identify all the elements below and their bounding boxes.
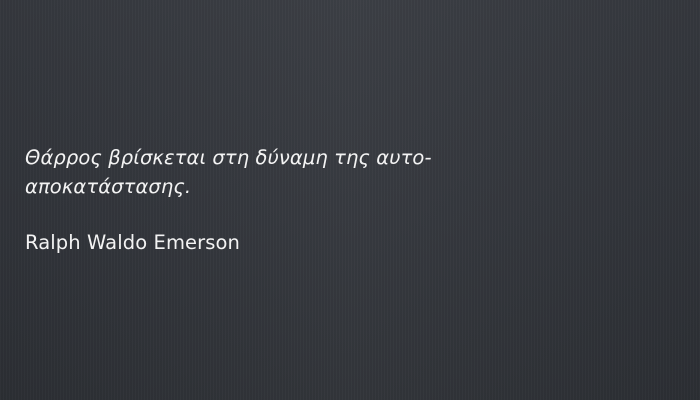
quote-line-2: αποκατάστασης. (25, 175, 192, 198)
quote-line-1: Θάρρος βρίσκεται στη δύναμη της αυτο- (25, 146, 432, 169)
quote-text (25, 143, 505, 201)
quote-author: Ralph Waldo Emerson (25, 231, 241, 254)
